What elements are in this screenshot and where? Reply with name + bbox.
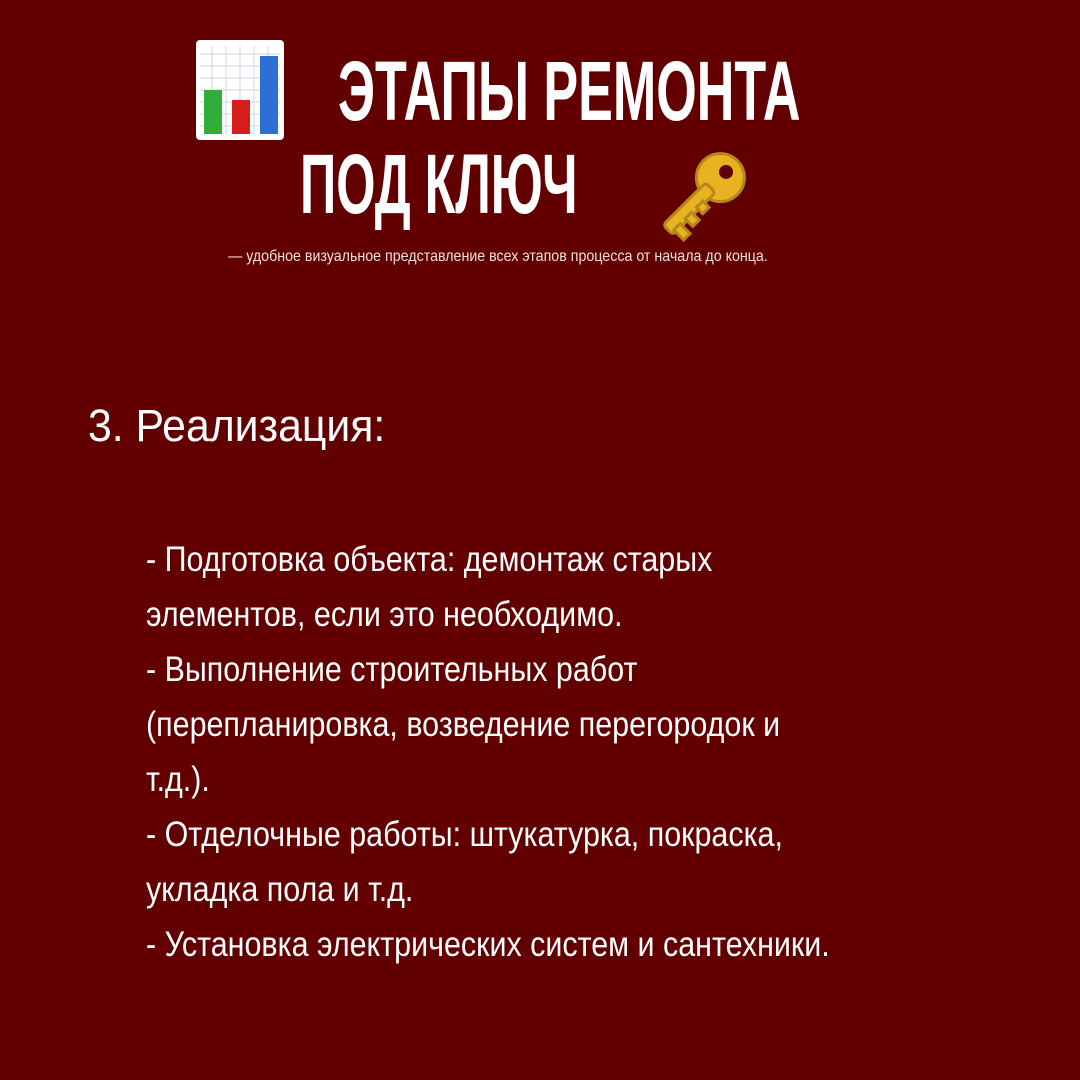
bar-chart-icon <box>196 40 284 140</box>
subtitle: — удобное визуальное представление всех этапов процесса от начала до конца. <box>228 248 768 265</box>
section-body <box>146 532 1016 972</box>
page-title-line-1: ЭТАПЫ РЕМОНТА <box>338 44 801 138</box>
body-line: (перепланировка, возведение перегородок и <box>146 705 781 744</box>
section-heading: 3. Реализация: <box>88 400 386 451</box>
body-line: укладка пола и т.д. <box>146 870 414 909</box>
body-line: т.д.). <box>146 760 210 799</box>
key-icon <box>646 140 758 252</box>
body-line: - Отделочные работы: штукатурка, покраска, <box>146 815 783 854</box>
body-line: - Установка электрических систем и сантехники. <box>146 925 830 964</box>
body-line: элементов, если это необходимо. <box>146 595 623 634</box>
page-title-line-2: ПОД КЛЮЧ <box>300 137 578 231</box>
body-line: - Подготовка объекта: демонтаж старых <box>146 540 713 579</box>
body-line: - Выполнение строительных работ <box>146 650 638 689</box>
